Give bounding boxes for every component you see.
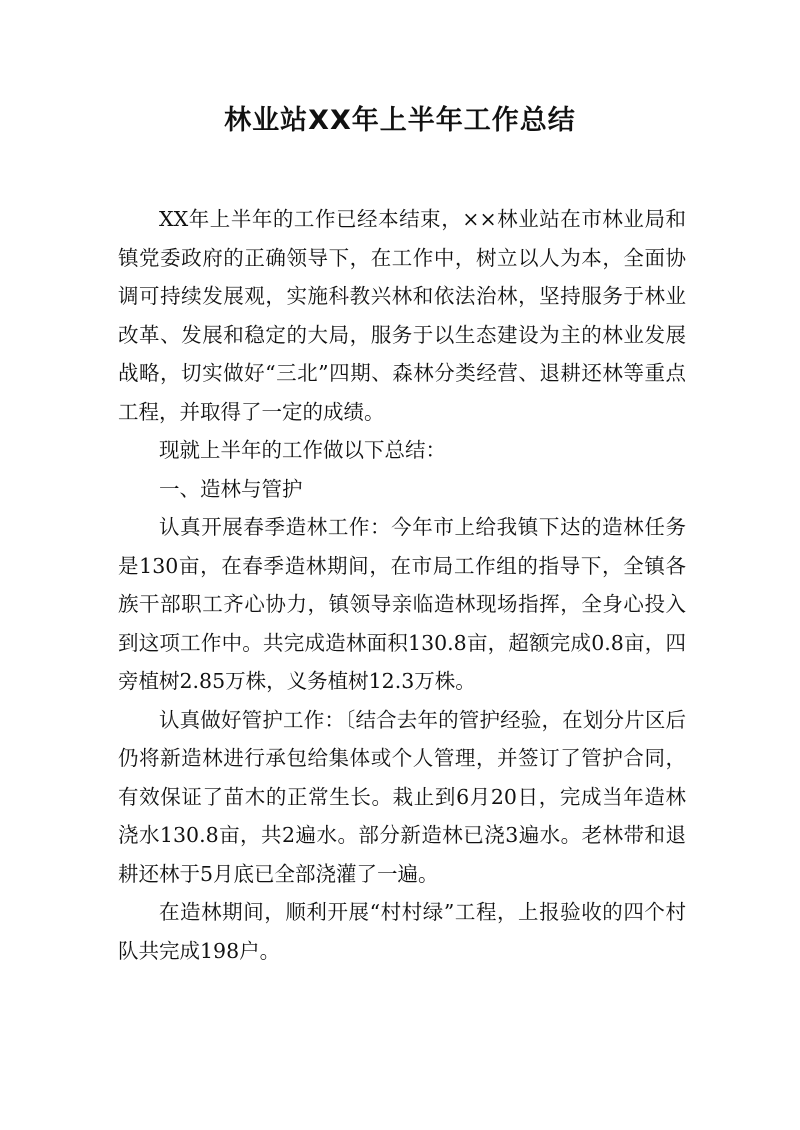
paragraph-village-greening: 在造林期间，顺利开展“村村绿”工程，上报验收的四个村队共完成198户。 bbox=[118, 900, 686, 963]
section-heading-afforestation: 一、造林与管护 bbox=[159, 476, 303, 501]
document-title: 林业站XX年上半年工作总结 bbox=[224, 105, 576, 136]
document-body bbox=[118, 200, 686, 970]
paragraph-spring-afforestation: 认真开展春季造林工作：今年市上给我镇下达的造林任务是130亩，在春季造林期间，在市局工作组的指导下，全镇各族干部职工齐心协力，镇领导亲临造林现场指挥，全身心投入到这项工作中。共完成造林面积130.8亩，超额完成0.8亩，四旁植树2.85万株，义务植树12.3万株。 bbox=[118, 515, 686, 693]
paragraph-intro: XX年上半年的工作已经本结束，××林业站在市林业局和镇党委政府的正确领导下，在工作中，树立以人为本，全面协调可持续发展观，实施科教兴林和依法治林，坚持服务于林业改革、发展和稳定的大局，服务于以生态建设为主的林业发展战略，切实做好“三北”四期、森林分类经营、退耕还林等重点工程，并取得了一定的成绩。 bbox=[118, 207, 686, 424]
paragraph-summary-lead: 现就上半年的工作做以下总结： bbox=[159, 438, 446, 462]
paragraph-management: 认真做好管护工作：〔结合去年的管护经验，在划分片区后仍将新造林进行承包给集体或个人管理，并签订了管护合同，有效保证了苗木的正常生长。栽止到6月20日，完成当年造林浇水130.8亩，共2遍水。部分新造林已浇3遍水。老林带和退耕还林于5月底已全部浇灌了一遍。 bbox=[118, 707, 686, 886]
